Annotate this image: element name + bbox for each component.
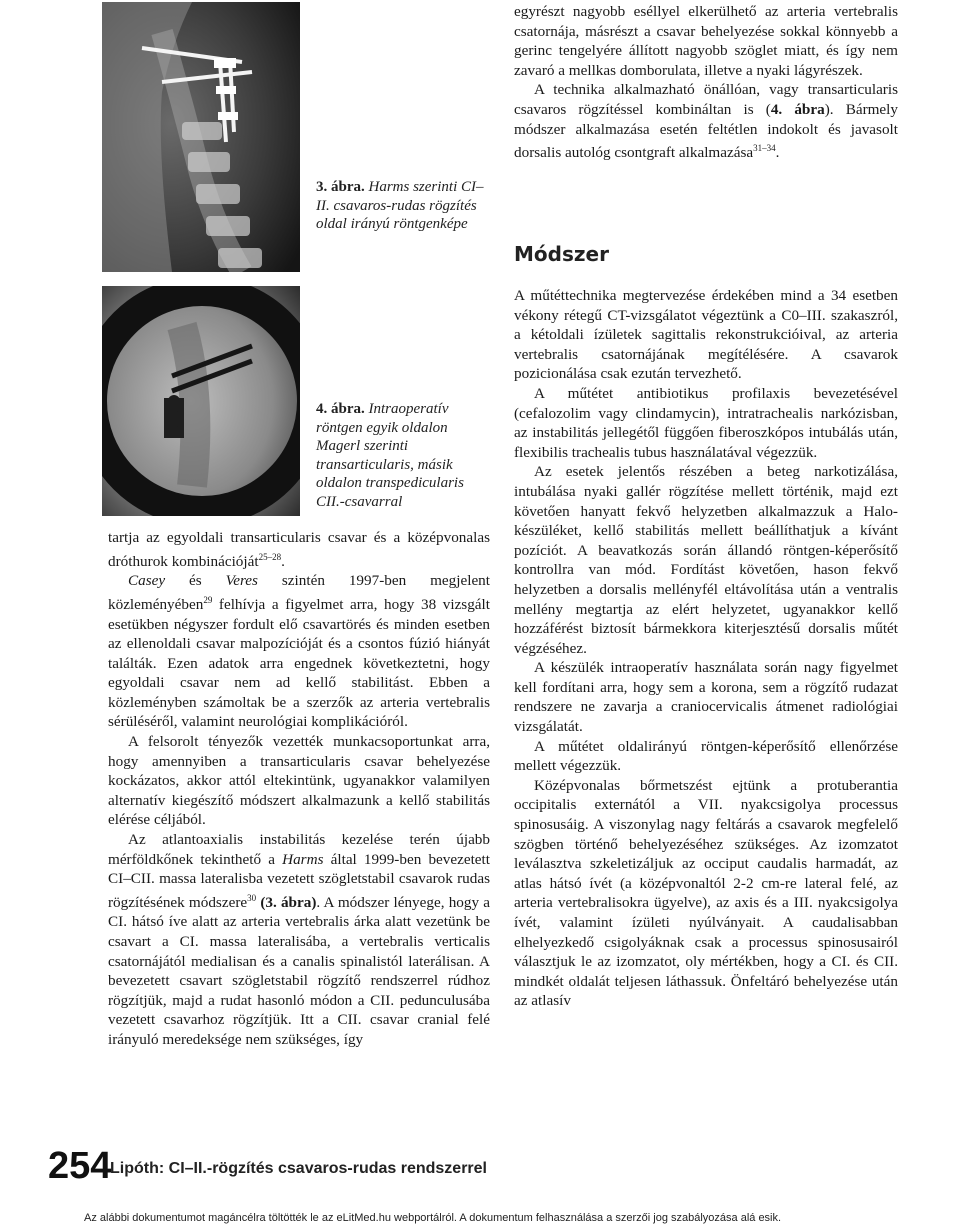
page-number: 254 <box>48 1145 112 1187</box>
right-paragraph-1: egyrészt nagyobb eséllyel elkerülhető az arteria vertebralis csatornája, másrészt a csavar behelyezése sokkal könnyebb a gerinc tengelyére állított nagyobb szöglet miatt, és így nem zavaró a mellkas domborulata, illetve a nyaki lágyrészek. <box>514 3 898 79</box>
left-paragraph-2: Casey és Veres szintén 1997-ben megjelent közleményében$^{29}$ felhívja a figyelmet arra, hogy 38 vizsgált esetükben négyszer fordult elő csavartörés és minden esetben az ellenoldali csavar malpozícióját és a csontos fúzió hiányát találták. Ezen adatok arra engednek következtetni, hogy egyoldali csavar nem ad kellő stabilitást. Ebben a közleményben számoltak be a szerzők az arteria vertebralis sérüléséről, valamint neurológiai komplikációról. <box>108 572 490 731</box>
methods-paragraph-3: Az esetek jelentős részében a beteg narkotizálása, intubálása nyaki gallér rögzítése mellett történik, majd ezt követően hanyatt fekvő helyzetben alkalmazzuk a Halo-készüléket, kellő stabilitás mellett beállíthatjuk a kívánt pozíciót. A beavatkozás során állandó röntgen-képerősítő kontrollra van mód. Fordítást követően, hason fekvő helyzetben a dorsalis mellényfél eltávolítása után a ventralis mellény megtartja az elért helyzetet, ugyanakkor kellő hozzáférést biztosít bármekkora kiterjesztésű dorsalis műtét végzéséhez. <box>514 463 898 657</box>
right-p2-reference: 31–34 <box>753 143 776 154</box>
methods-paragraph-4: A készülék intraoperatív használata során nagy figyelmet kell fordítani arra, hogy sem a korona, sem a rögzítő rudazat rendszere ne zavarja a craniocervicalis átmenet radiológiai vizsgálatát. <box>514 659 898 736</box>
figure-4-caption-text: Intraoperatív röntgen egyik oldalon Magerl szerinti transarticularis, másik oldalon transpedicularis CII.-csavarral <box>316 401 464 510</box>
figure-4-caption <box>316 400 492 512</box>
right-paragraph-2: A technika alkalmazható önállóan, vagy transarticularis csavaros rögzítéssel kombináltan is (4. ábra). Bármely módszer alkalmazása esetén feltétlen indokolt és javasolt dorsalis autológ csontgraft alkalmazása$^{31-34}$. <box>514 81 898 162</box>
methods-paragraph-6: Középvonalas bőrmetszést ejtünk a protuberantia occipitalis externától a VII. nyakcsigolya processus spinosusáig. A viszonylag nagy feltárás a csavarok megfelelő szögben történő behelyezéséhez szükséges. Az izomzatot leválasztva szkeletizáljuk az occiput caudalis harmadát, az atlas hátsó ívét (a középvonaltól 2-2 cm-re lateral felé, az arteria vertebralisokra ügyelve), az axis és a III. nyakcsigolya ívét, valamint ízületi nyúlványait. A caudalisabban elhelyezkedő csigolyáknak csak a processus spinosusairól választjuk le az izomzatot, oly mértékben, hogy a CI. és CII. mindkét oldalát teljesen láthassuk. Önfeltáró behelyezése után az atlasív <box>514 776 898 1010</box>
left-p2-reference: 29 <box>203 594 213 605</box>
methods-paragraph-2: A műtétet antibiotikus profilaxis bevezetésével (cefalozolim vagy clindamycin), intratrachealis narkózisban, az instabilitás jellegétől függően fiberoszkópos intubálás után, flexibilis trachealis tubus használatával végezzük. <box>514 384 898 461</box>
left-paragraph-3: A felsorolt tényezők vezették munkacsoportunkat arra, hogy amennyiben a transarticularis csavar behelyezése kockázatos, akkor attól eltekintünk, ugyanakkor valamilyen alternatív kiegészítő módszert alkalmazunk a kellő stabilitás elérése céljából. <box>108 733 490 829</box>
left-paragraph-4: Az atlantoaxialis instabilitás kezelése terén újabb mérföldkőnek tekinthető a Harms által 1999-ben bevezetett CI–CII. massa lateralisba vezetett szögletstabil csavarok rudas rögzítésének módszere$^{30}$ (3. ábra). A módszer lényege, hogy a CI. hátsó íve alatt az arteria vertebralis árka alatt vezetünk be csavart a CI. massa lateralisába, a vertebralis verticalis csatornájától medialisan és a canalis spinalistól laterálisan. A bevezetett csavart szögletstabil rögzítő rendszerrel rúdhoz rögzítjük, majd a rudat hasonló módon a CII. pedunculusába vezetett csavarhoz rögzítjük. Itt a CII. csavar cranial felé irányuló meredeksége nem szükséges, így <box>108 831 490 1049</box>
figure-4-xray-image <box>102 286 300 516</box>
xray-4-drawing <box>102 286 300 516</box>
right-column-methods <box>514 286 898 1011</box>
figure-3-reference: (3. ábra) <box>260 893 317 911</box>
section-heading-modszer: Módszer <box>514 242 609 266</box>
download-notice-footer: Az alábbi dokumentumot magáncélra töltötték le az eLitMed.hu webportálról. A dokumentum felhasználása a szerzői jog szabályozása alá esik. <box>84 1212 782 1224</box>
left-p1-reference: 25–28 <box>258 551 282 562</box>
figure-4-reference: 4. ábra <box>770 100 825 118</box>
methods-paragraph-1: A műtéttechnika megtervezése érdekében mind a 34 esetben vékony rétegű CT-vizsgálatot végeztünk a C0–III. szakaszról, a kétoldali ízületek sagittalis rekonstrukcióival, az arteria vertebralis csatornájának megítélésére. A csavarok pozicionálása csak ezután tervezhető. <box>514 287 898 383</box>
left-p4-reference: 30 <box>247 892 257 903</box>
figure-3-label: 3. ábra. <box>316 179 365 195</box>
figure-3-xray-image <box>102 2 300 272</box>
figure-4-label: 4. ábra. <box>316 401 365 417</box>
figure-3-caption-text: Harms szerinti CI–II. csavaros-rudas rögzítés oldal irányú röntgenképe <box>316 179 484 233</box>
right-column-top <box>514 2 898 163</box>
methods-paragraph-5: A műtétet oldalirányú röntgen-képerősítő ellenőrzése mellett végezzük. <box>514 737 898 775</box>
running-title: Lipóth: CI–II.-rögzítés csavaros-rudas rendszerrel <box>110 1160 487 1177</box>
figure-3-caption <box>316 178 492 234</box>
left-column <box>108 528 490 1050</box>
left-paragraph-1: tartja az egyoldali transarticularis csavar és a középvonalas dróthurok kombinációját$^{25-28}$. <box>108 529 490 570</box>
xray-3-drawing <box>102 2 300 272</box>
